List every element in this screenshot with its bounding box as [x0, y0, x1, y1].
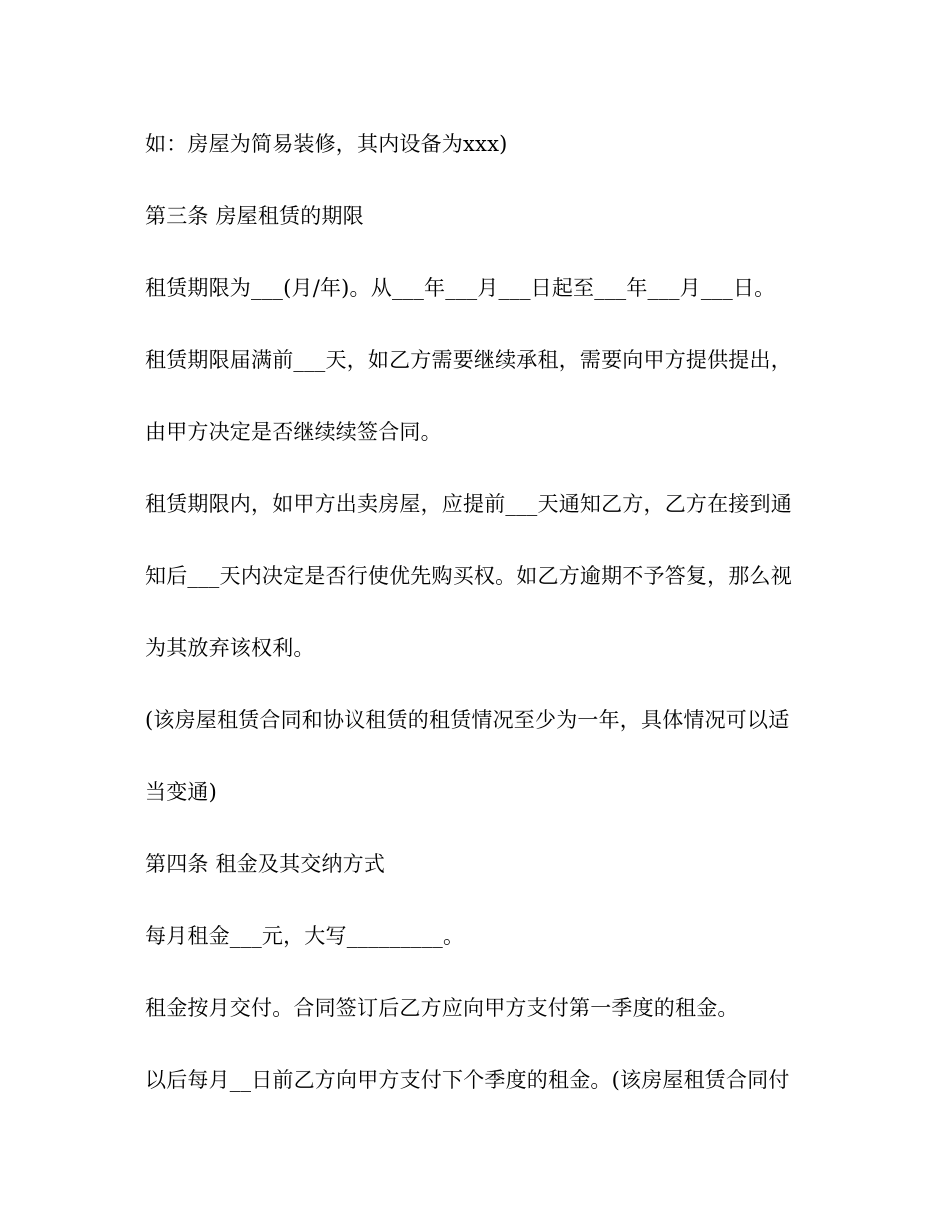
paragraph-renewal-line-1: 租赁期限届满前___天，如乙方需要继续承租，需要向甲方提供提出，	[145, 348, 792, 372]
paragraph-sale-notice-line-3: 为其放弃该权利。	[145, 636, 315, 660]
paragraph-equipment-note: 如：房屋为简易装修，其内设备为xxx)	[145, 132, 508, 156]
paragraph-lease-duration-note-line-2: 当变通)	[145, 780, 217, 804]
paragraph-renewal-line-2: 由甲方决定是否继续续签合同。	[145, 420, 442, 444]
paragraph-sale-notice-line-2: 知后___天内决定是否行使优先购买权。如乙方逾期不予答复，那么视	[145, 564, 792, 588]
paragraph-rent-payment-schedule: 租金按月交付。合同签订后乙方应向甲方支付第一季度的租金。	[145, 996, 739, 1020]
paragraph-quarterly-payment: 以后每月__日前乙方向甲方支付下个季度的租金。(该房屋租赁合同付	[145, 1068, 790, 1092]
section-heading-rent-payment: 第四条 租金及其交纳方式	[145, 852, 386, 876]
section-heading-lease-term: 第三条 房屋租赁的期限	[145, 204, 364, 228]
paragraph-sale-notice-line-1: 租赁期限内，如甲方出卖房屋，应提前___天通知乙方，乙方在接到通	[145, 492, 792, 516]
paragraph-lease-period: 租赁期限为___(月/年)。从___年___月___日起至___年___月___日。	[145, 276, 776, 300]
paragraph-lease-duration-note-line-1: (该房屋租赁合同和协议租赁的租赁情况至少为一年，具体情况可以适	[145, 708, 790, 732]
paragraph-monthly-rent: 每月租金___元，大写_________。	[145, 924, 465, 948]
